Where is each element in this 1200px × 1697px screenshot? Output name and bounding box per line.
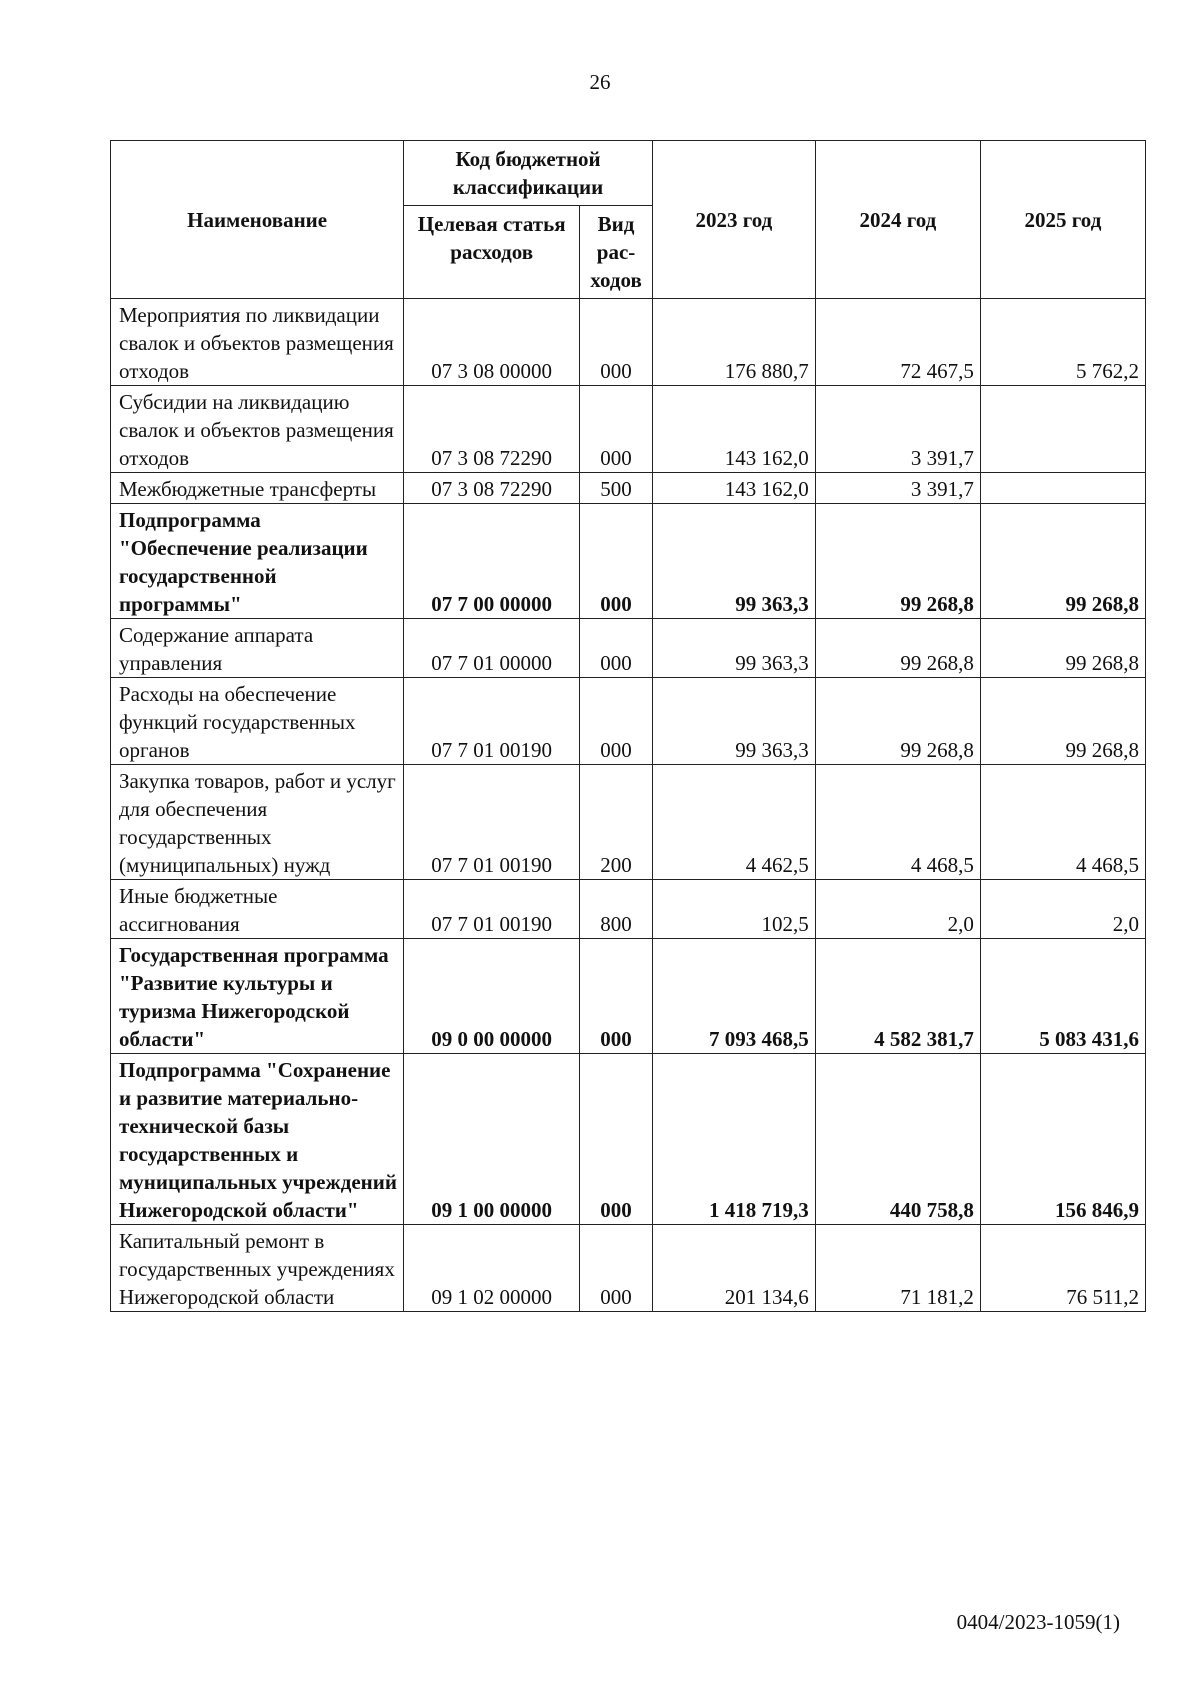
cell-name: Подпрограмма "Обеспечение реализации государственной программы" [111,504,404,619]
cell-2024: 99 268,8 [815,504,980,619]
table-row [111,473,1146,504]
cell-expense-kind: 000 [580,1225,653,1312]
cell-expense-kind: 000 [580,1054,653,1225]
cell-expense-kind: 200 [580,765,653,880]
cell-expense-kind: 500 [580,473,653,504]
cell-target-code: 09 0 00 00000 [404,939,580,1054]
table-row [111,504,1146,619]
table-row [111,386,1146,473]
cell-2024: 72 467,5 [815,299,980,386]
cell-2023: 1 418 719,3 [652,1054,815,1225]
cell-name: Государственная программа "Развитие культуры и туризма Нижегородской области" [111,939,404,1054]
cell-2024: 440 758,8 [815,1054,980,1225]
header-2025: 2025 год [980,141,1145,299]
page-number: 26 [589,70,611,94]
cell-2025: 99 268,8 [980,678,1145,765]
cell-name: Расходы на обеспечение функций государственных органов [111,678,404,765]
header-2023: 2023 год [652,141,815,299]
cell-2023: 7 093 468,5 [652,939,815,1054]
header-name: Наименование [111,141,404,299]
cell-2023: 143 162,0 [652,473,815,504]
cell-expense-kind: 000 [580,619,653,678]
cell-2023: 143 162,0 [652,386,815,473]
cell-expense-kind: 000 [580,678,653,765]
table-row [111,619,1146,678]
cell-expense-kind: 000 [580,504,653,619]
cell-2024: 3 391,7 [815,386,980,473]
cell-expense-kind: 000 [580,939,653,1054]
cell-name: Субсидии на ликвидацию свалок и объектов размещения отходов [111,386,404,473]
cell-target-code: 07 7 01 00190 [404,765,580,880]
document-id: 0404/2023-1059(1) [956,1610,1120,1634]
cell-expense-kind: 800 [580,880,653,939]
cell-2023: 176 880,7 [652,299,815,386]
cell-2023: 99 363,3 [652,504,815,619]
cell-name: Подпрограмма "Сохранение и развитие материально-технической базы государственных и муниципальных учреждений Нижегородской области" [111,1054,404,1225]
table-row [111,880,1146,939]
cell-target-code: 07 7 01 00190 [404,678,580,765]
cell-2025: 76 511,2 [980,1225,1145,1312]
header-code-group: Код бюджетной классификации [404,141,653,206]
budget-table [110,140,1146,1312]
header-kind: Вид рас-ходов [580,206,653,299]
cell-name: Содержание аппарата управления [111,619,404,678]
cell-2025: 5 762,2 [980,299,1145,386]
cell-name: Мероприятия по ликвидации свалок и объектов размещения отходов [111,299,404,386]
cell-2024: 2,0 [815,880,980,939]
cell-target-code: 09 1 02 00000 [404,1225,580,1312]
cell-target-code: 07 7 01 00000 [404,619,580,678]
cell-2023: 102,5 [652,880,815,939]
cell-2023: 99 363,3 [652,678,815,765]
table-row [111,1225,1146,1312]
cell-2024: 4 582 381,7 [815,939,980,1054]
cell-2025: 156 846,9 [980,1054,1145,1225]
cell-target-code: 07 3 08 00000 [404,299,580,386]
cell-2024: 71 181,2 [815,1225,980,1312]
table-row [111,939,1146,1054]
cell-2025: 2,0 [980,880,1145,939]
table-row [111,678,1146,765]
cell-expense-kind: 000 [580,386,653,473]
cell-name: Капитальный ремонт в государственных учреждениях Нижегородской области [111,1225,404,1312]
table-row [111,1054,1146,1225]
header-target: Целевая статья расходов [404,206,580,299]
table-row [111,765,1146,880]
cell-2023: 201 134,6 [652,1225,815,1312]
cell-2024: 4 468,5 [815,765,980,880]
cell-2025 [980,473,1145,504]
cell-2024: 99 268,8 [815,678,980,765]
cell-expense-kind: 000 [580,299,653,386]
cell-name: Иные бюджетные ассигнования [111,880,404,939]
table-row [111,299,1146,386]
cell-target-code: 07 3 08 72290 [404,386,580,473]
header-2024: 2024 год [815,141,980,299]
table-body [111,299,1146,1312]
table-header [111,141,1146,299]
cell-name: Межбюджетные трансферты [111,473,404,504]
cell-2025: 4 468,5 [980,765,1145,880]
cell-2024: 3 391,7 [815,473,980,504]
cell-2025: 99 268,8 [980,619,1145,678]
cell-2023: 99 363,3 [652,619,815,678]
cell-name: Закупка товаров, работ и услуг для обеспечения государственных (муниципальных) нужд [111,765,404,880]
cell-target-code: 07 7 00 00000 [404,504,580,619]
cell-2025: 99 268,8 [980,504,1145,619]
cell-target-code: 09 1 00 00000 [404,1054,580,1225]
cell-2025 [980,386,1145,473]
cell-2024: 99 268,8 [815,619,980,678]
cell-2025: 5 083 431,6 [980,939,1145,1054]
cell-target-code: 07 3 08 72290 [404,473,580,504]
cell-2023: 4 462,5 [652,765,815,880]
cell-target-code: 07 7 01 00190 [404,880,580,939]
